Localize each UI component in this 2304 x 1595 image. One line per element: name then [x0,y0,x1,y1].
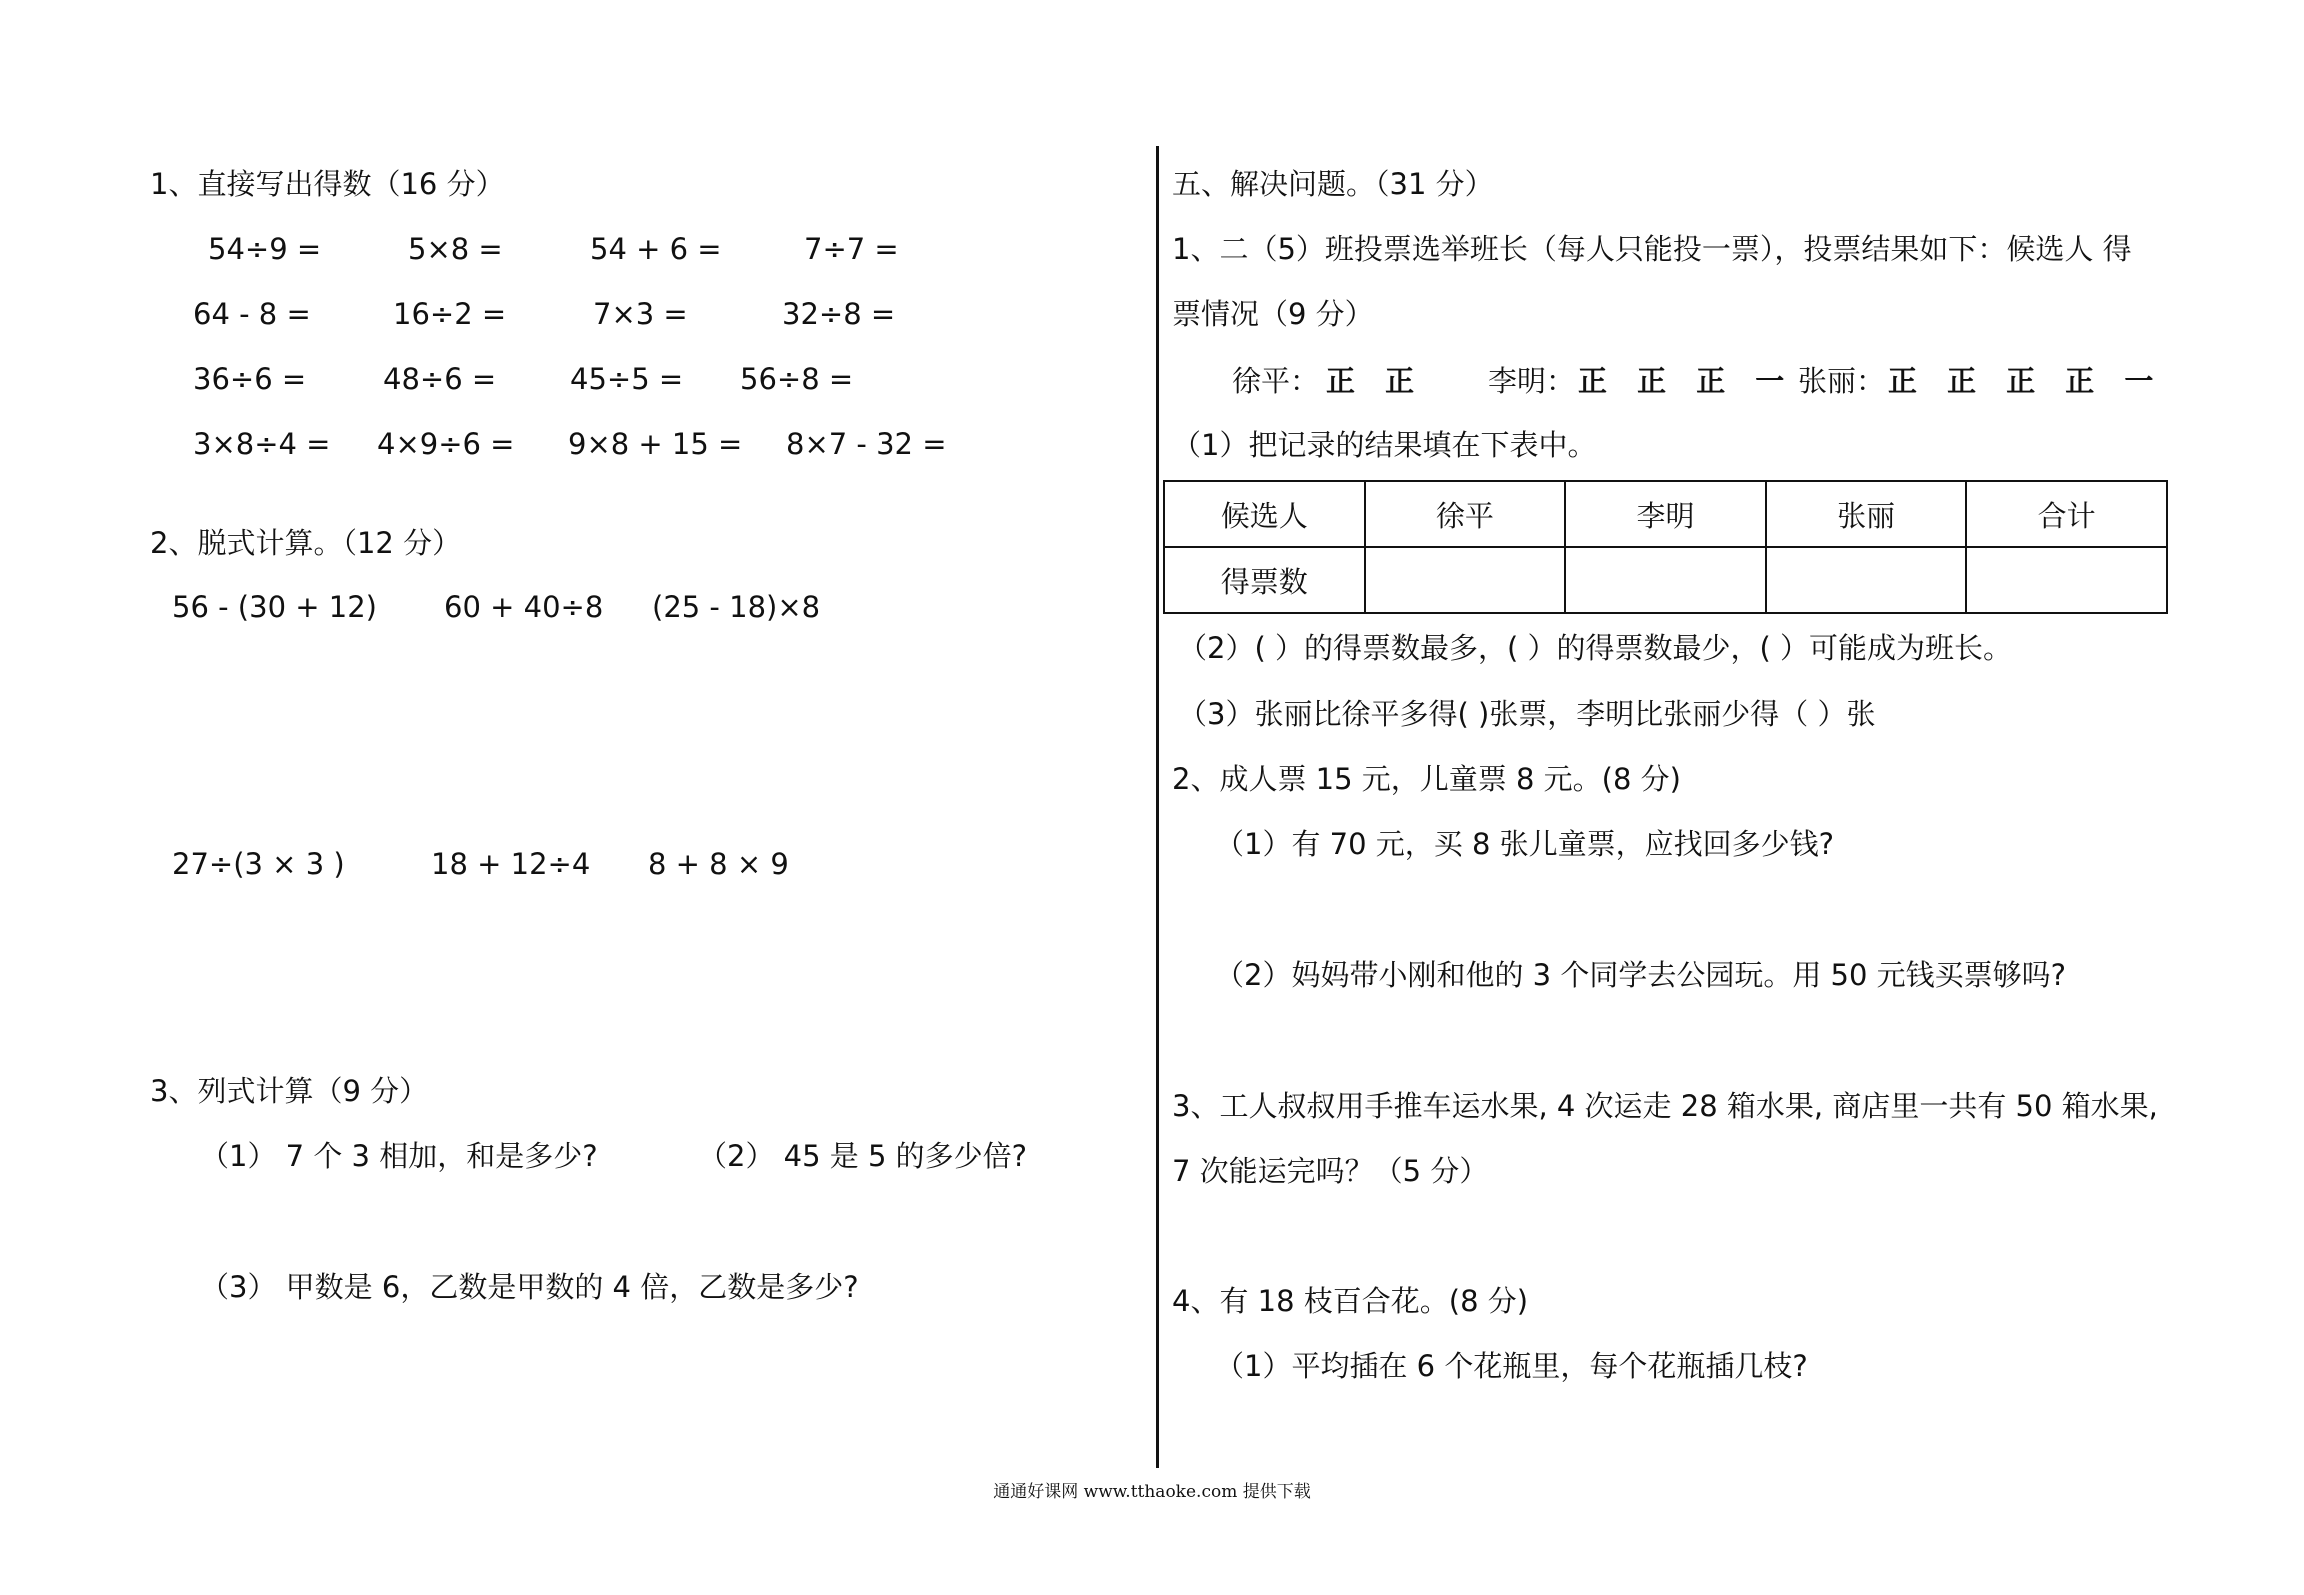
tally-marks: 正 正 正 正 一 [1888,364,2164,398]
r-q1-sub2: （2）( ）的得票数最多，( ）的得票数最少，( ）可能成为班长。 [1178,631,2013,665]
q1-item: 4×9÷6 = [377,427,515,461]
q2-item: (25 - 18)×8 [652,590,821,624]
section-title: 五、解决问题。（31 分） [1172,167,1494,201]
q1-item: 64 - 8 = [193,297,311,331]
q1-item: 54÷9 = [208,232,322,266]
footer: 通通好课网 www.tthaoke.com 提供下载 [993,1482,1311,1502]
q1-item: 8×7 - 32 = [786,427,947,461]
table-blank-cell[interactable] [1565,547,1766,613]
q1-item: 16÷2 = [393,297,507,331]
q1-item: 36÷6 = [193,362,307,396]
q1-item: 32÷8 = [782,297,896,331]
r-q1-sub3: （3）张丽比徐平多得( )张票，李明比张丽少得（ ）张 [1178,697,1876,731]
q2-item: 18 + 12÷4 [431,847,591,881]
tally-marks: 正 正 正 一 [1578,364,1795,398]
q3-part: （3） 甲数是 6，乙数是甲数的 4 倍，乙数是多少? [200,1270,859,1304]
q1-item: 48÷6 = [383,362,497,396]
q1-title: 1、直接写出得数（16 分） [150,167,505,201]
table-blank-cell[interactable] [1365,547,1566,613]
q2-item: 27÷(3 × 3 ) [172,847,345,881]
vote-table [1163,480,2168,614]
table-header-cell: 张丽 [1766,481,1967,547]
table-header-cell: 合计 [1966,481,2167,547]
q1-item: 56÷8 = [740,362,854,396]
q1-item: 9×8 + 15 = [568,427,743,461]
r-q2-part: （1）有 70 元，买 8 张儿童票，应找回多少钱? [1215,827,1835,861]
r-q4-title: 4、有 18 枝百合花。(8 分) [1172,1284,1529,1318]
tally-name: 李明： [1488,364,1576,398]
table-row [1164,547,2167,613]
tally-name: 张丽： [1798,364,1886,398]
table-blank-cell[interactable] [1966,547,2167,613]
table-blank-cell[interactable] [1766,547,1967,613]
q2-item: 60 + 40÷8 [444,590,604,624]
r-q4-part: （1）平均插在 6 个花瓶里，每个花瓶插几枝? [1215,1349,1808,1383]
q1-item: 45÷5 = [570,362,684,396]
table-row-label: 得票数 [1164,547,1365,613]
r-q3-line2: 7 次能运完吗？（5 分） [1172,1154,1489,1188]
q3-part: （1） 7 个 3 相加，和是多少? [200,1139,598,1173]
q1-item: 3×8÷4 = [193,427,331,461]
r-q1-line2: 票情况（9 分） [1172,297,1374,331]
table-header-cell: 李明 [1565,481,1766,547]
r-q3-line1: 3、工人叔叔用手推车运水果, 4 次运走 28 箱水果, 商店里一共有 50 箱水果, [1172,1089,2158,1123]
r-q1-sub1: （1）把记录的结果填在下表中。 [1172,428,1597,462]
column-divider [1156,146,1159,1468]
r-q2-title: 2、成人票 15 元，儿童票 8 元。(8 分) [1172,762,1681,796]
r-q1-line1: 1、二（5）班投票选举班长（每人只能投一票），投票结果如下：候选人 得 [1172,232,2132,266]
q1-item: 7×3 = [593,297,688,331]
q2-item: 8 + 8 × 9 [648,847,789,881]
table-header-row [1164,481,2167,547]
table-header-cell: 候选人 [1164,481,1365,547]
r-q2-part: （2）妈妈带小刚和他的 3 个同学去公园玩。用 50 元钱买票够吗? [1215,958,2067,992]
tally-marks: 正 正 [1326,364,1425,398]
q3-title: 3、列式计算（9 分） [150,1074,429,1108]
tally-name: 徐平： [1232,364,1320,398]
q2-item: 56 - (30 + 12) [172,590,377,624]
q1-item: 5×8 = [408,232,503,266]
table-header-cell: 徐平 [1365,481,1566,547]
q1-item: 54 + 6 = [590,232,722,266]
q2-title: 2、脱式计算。（12 分） [150,526,462,560]
q3-part: （2） 45 是 5 的多少倍? [698,1139,1028,1173]
q1-item: 7÷7 = [804,232,899,266]
